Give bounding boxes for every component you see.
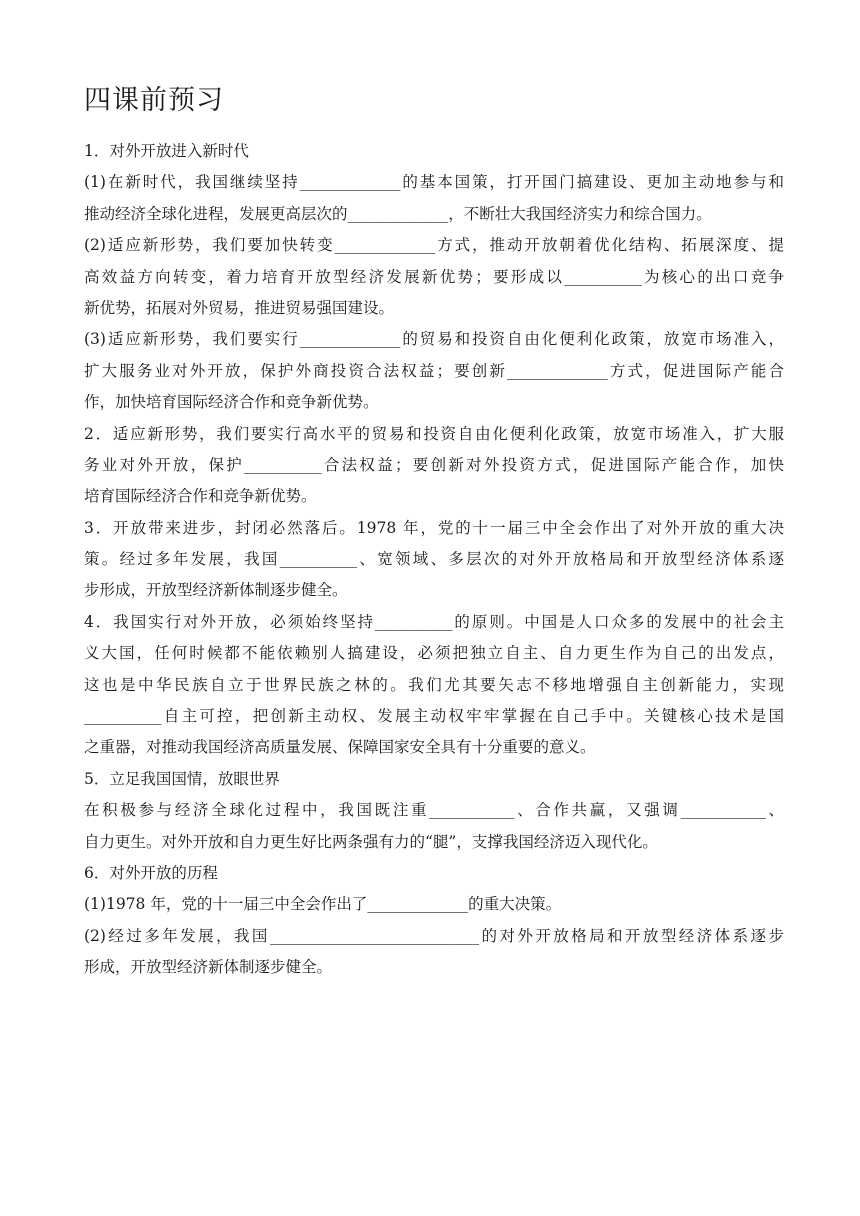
section-5-line-2: 自力更生。对外开放和自力更生好比两条强有力的“腿”，支撑我国经济迈入现代化。 [84,832,658,851]
section-3-line-2: 策。经过多年发展，我国__________、宽领域、多层次的对外开放格局和开放型经济体系逐 [84,550,784,569]
section-4-line-1: 4．我国实行对外开放，必须始终坚持__________的原则。中国是人口众多的发展中的社会主 [84,612,784,631]
page-title: 四课前预习 [84,85,224,116]
section-4-line-3: 这也是中华民族自立于世界民族之林的。我们尤其要矢志不移地增强自主创新能力，实现 [84,675,784,694]
section-1-item-2-line-1: (2)适应新形势，我们要加快转变_____________方式，推动开放朝着优化结构、拓展深度、提 [84,236,784,255]
section-4-line-4: __________自主可控，把创新主动权、发展主动权牢牢掌握在自己手中。关键核心技术是国 [84,707,784,726]
section-1-item-2-line-3: 新优势，拓展对外贸易，推进贸易强国建设。 [84,298,395,317]
section-2-line-3: 培育国际经济合作和竞争新优势。 [84,487,317,506]
section-1-item-1-line-2: 推动经济全球化进程，发展更高层次的_____________，不断壮大我国经济实力和综合国力。 [84,204,712,223]
section-2-line-1: 2．适应新形势，我们要实行高水平的贸易和投资自由化便利化政策，放宽市场准入，扩大服 [84,424,784,443]
section-4-line-2: 义大国，任何时候都不能依赖别人搞建设，必须把独立自主、自力更生作为自己的出发点， [84,644,784,663]
section-6-item-2-line-1: (2)经过多年发展，我国___________________________的对外开放格局和开放型经济体系逐步 [84,926,784,945]
section-1-item-1-line-1: (1)在新时代，我国继续坚持_____________的基本国策，打开国门搞建设、更加主动地参与和 [84,173,784,192]
section-4-line-5: 之重器，对推动我国经济高质量发展、保障国家安全具有十分重要的意义。 [84,738,596,757]
document-body [84,136,784,984]
section-6-heading: 6．对外开放的历程 [84,863,218,882]
section-6-item-1: (1)1978 年，党的十一届三中全会作出了_____________的重大决策。 [84,895,562,914]
section-1-item-3-line-1: (3)适应新形势，我们要实行_____________的贸易和投资自由化便利化政策，放宽市场准入， [84,330,784,349]
section-3-line-1: 3．开放带来进步，封闭必然落后。1978 年，党的十一届三中全会作出了对外开放的重大决 [84,518,784,537]
section-5-heading: 5．立足我国国情，放眼世界 [84,769,280,788]
section-5-line-1: 在积极参与经济全球化过程中，我国既注重___________、合作共赢，又强调___________、 [84,801,784,820]
section-1-heading: 1．对外开放进入新时代 [84,142,249,160]
section-1-item-2-line-2: 高效益方向转变，着力培育开放型经济发展新优势；要形成以__________为核心的出口竞争 [84,267,784,286]
section-3-line-3: 步形成，开放型经济新体制逐步健全。 [84,581,348,600]
section-2-line-2: 务业对外开放，保护__________合法权益；要创新对外投资方式，促进国际产能合作，加快 [84,455,784,474]
section-1-item-3-line-2: 扩大服务业对外开放，保护外商投资合法权益；要创新_____________方式，促进国际产能合 [84,361,784,380]
section-6-item-2-line-2: 形成，开放型经济新体制逐步健全。 [84,958,333,977]
section-1-item-3-line-3: 作，加快培育国际经济合作和竞争新优势。 [84,393,379,412]
